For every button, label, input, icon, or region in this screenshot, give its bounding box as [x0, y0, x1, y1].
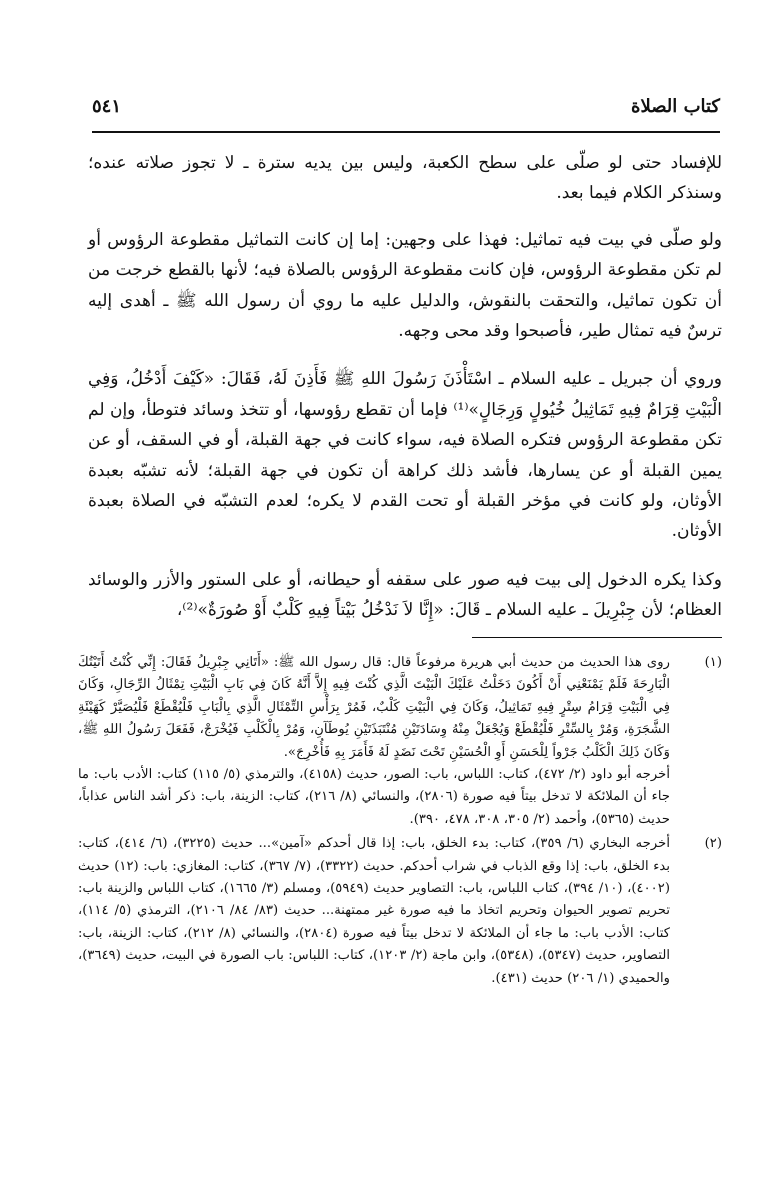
paragraph: وروي أن جبريل ـ عليه السلام ـ اسْتَأْذَنَ رَسُولَ اللهِ ﷺ فَأَذِنَ لَهُ، فَقَالَ: «كَيْفَ أَدْخُلُ، وَفِي الْبَيْتِ قِرَامٌ فِيهِ تَمَاثِيلُ خُيُولٍ وَرِجَالٍ»⁽¹⁾ فإما أن تقطع رؤوسها، أو تتخذ وسائد فتوطأ، وإن لم تكن مقطوعة الرؤوس فتكره الصلاة فيه، سواء كانت في جهة القبلة، أو في السقف، أو عن يمين القبلة أو عن يسارها، فأشد ذلك كراهة أن تكون في جهة القبلة؛ لأنه تشبّه بعبدة الأوثان، ولو كانت في مؤخر القبلة أو تحت القدم لا يكره؛ لعدم التشبّه في الصلاة بعبدة الأوثان.	[88, 369, 722, 542]
footnote	[78, 833, 722, 990]
main-text	[88, 148, 722, 644]
paragraph: للإفساد حتى لو صلّى على سطح الكعبة، وليس بين يديه سترة ـ لا تجوز صلاته عنده؛ وسنذكر الكلام فيما بعد.	[88, 153, 722, 204]
footnote-text: روى هذا الحديث من حديث أبي هريرة مرفوعاً قال: قال رسول الله ﷺ: «أَتَانِي جِبْرِيلُ فَقَالَ: إِنِّي كُنْتُ أَتَيْتُكَ الْبَارِحَةَ فَلَمْ يَمْنَعْنِي أَنْ أَكُونَ دَخَلْتُ عَلَيْكَ الْبَيْتَ الَّذِي كُنْتَ فِيهِ إِلاَّ أَنَّهُ كَانَ فِي بَابِ الْبَيْتِ تِمْثَالُ الرِّجَالِ، وَكَانَ فِي الْبَيْتِ قِرَامُ سِتْرٍ فِيهِ تَمَاثِيلُ، وَكَانَ فِي الْبَيْتِ كَلْبٌ، فَمُرْ بِرَأْسِ التِّمْثَالِ الَّذِي بِالْبَابِ فَلْيُقْطَعْ فَلْيُصَيَّرْ كَهَيْئَةِ الشَّجَرَةِ، وَمُرْ بِالسِّتْرِ فَلْيُقْطَعْ وَيُجْعَلْ مِنْهُ وِسَادَتَيْنِ مُنْتَبَذَتَيْنِ يُوطَآنِ، وَمُرْ بِالْكَلْبِ فَيُخْرَجْ، فَفَعَلَ رَسُولُ اللهِ ﷺ، وَكَانَ ذَلِكَ الْكَلْبُ جَرْواً لِلْحَسَنِ أَوِ الْحُسَيْنِ تَحْتَ نَضَدٍ لَهُ فَأَمَرَ بِهِ فَأُخْرِجَ».	[78, 655, 670, 760]
header-rule	[92, 131, 720, 133]
page-number: ٥٤١	[92, 96, 122, 117]
footnote-number: (٢)	[704, 836, 722, 852]
chapter-title: كتاب الصلاة	[631, 96, 720, 117]
running-header	[92, 92, 720, 126]
footnote-text: أخرجه أبو داود (٢/ ٤٧٢)، كتاب: اللباس، باب: الصور، حديث (٤١٥٨)، والترمذي (٥/ ١١٥) كتاب: الأدب باب: ما جاء أن الملائكة لا تدخل بيتاً فيه صورة (٢٨٠٦)، والنسائي (٨/ ٢١٦)، كتاب: الزينة، باب: ذكر أشد الناس عذاباً، حديث (٥٣٦٥)، وأحمد (٢/ ٣٠٥، ٣٠٨، ٤٧٨، ٣٩٠).	[78, 767, 670, 827]
paragraph: وكذا يكره الدخول إلى بيت فيه صور على سقفه أو حيطانه، أو على الستور والأزر والوسائد العظام؛ لأن جِبْرِيلَ ـ عليه السلام ـ قَالَ: «إِنَّا لاَ نَدْخُلُ بَيْتاً فِيهِ كَلْبٌ أَوْ صُورَةٌ»⁽²⁾،	[88, 569, 722, 621]
footnote	[78, 652, 722, 831]
footnote-text: أخرجه البخاري (٦/ ٣٥٩)، كتاب: بدء الخلق، باب: إذا قال أحدكم «آمين»... حديث (٣٢٢٥)، (٦/ ٤١٤)، كتاب: بدء الخلق، باب: إذا وقع الذباب في شراب أحدكم. حديث (٣٣٢٢)، (٧/ ٣٦٧)، كتاب: المغازي: باب: (١٢) حديث (٤٠٠٢)، (١٠/ ٣٩٤)، كتاب اللباس، باب: التصاوير حديث (٥٩٤٩)، ومسلم (٣/ ١٦٦٥)، كتاب اللباس والزينة باب: تحريم تصوير الحيوان وتحريم اتخاذ ما فيه صورة غير ممتهنة... حديث (٨٣/ ٨٤/ ٢١٠٦)، الترمذي (٥/ ١١٤)، كتاب: الأدب باب: ما جاء أن الملائكة لا تدخل بيتاً فيه صورة (٢٨٠٤)، والنسائي (٨/ ٢١٢)، كتاب: الزينة، باب: التصاوير، حديث (٥٣٤٧)، (٥٣٤٨)، وابن ماجة (٢/ ١٢٠٣)، كتاب: اللباس: باب الصورة في البيت، حديث (٣٦٤٩)، والحميدي (١/ ٢٠٦) حديث (٤٣١).	[78, 836, 671, 986]
paragraph: ولو صلّى في بيت فيه تماثيل: فهذا على وجهين: إما إن كانت التماثيل مقطوعة الرؤوس أو لم تكن مقطوعة الرؤوس، فإن كانت مقطوعة الرؤوس بالصلاة فيه؛ لأنها بالقطع خرجت من أن تكون تماثيل، والتحقت بالنقوش، والدليل عليه ما روي أن رسول الله ﷺ ـ أهدى إليه ترسٌ فيه تمثال طير، فأصبحوا وقد محى وجهه.	[88, 229, 722, 342]
footnote-number: (١)	[704, 655, 722, 670]
footnote-rule	[472, 637, 722, 638]
footnotes	[78, 652, 722, 992]
